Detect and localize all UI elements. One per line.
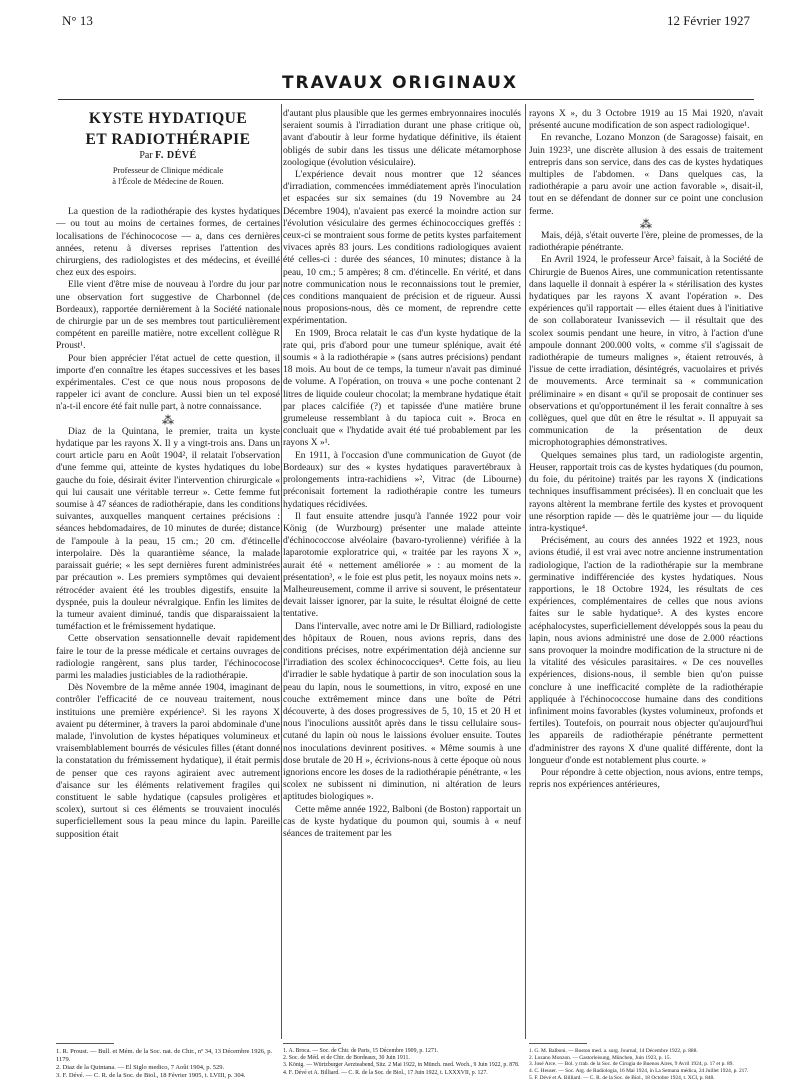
article-title-line1: KYSTE HYDATIQUE [88,110,248,127]
author-byline [56,150,280,162]
paragraph: Précisément, au cours des années 1922 et 1923, nous avions étudié, il est vrai avec notre ancienne instrumentation radiologique, l'action de la radiothérapie sur la membrane germinative indifférenciée des kystes hydatiques. Nous rapportions, le 18 Octobre 1924, les résultats de ces expériences, complémentaires de celles que nous avions faites sur le sable hydatique⁵. A des kystes encore acéphalocystes, superficiellement développés sous la peau du lapin, nous avions administré une dose de 2.000 réactions sans provoquer la moindre modification de la structure ni de la vitalité des vésicules parasitaires. « De ces nouvelles expériences, disions-nous, il semble bien qu'on puisse conclure à une inefficacité complète de la radiothérapie appliquée à l'échinococcose humaine dans des conditions infiniment moins favorables (kystes volumineux, profonds et fertiles). Toutefois, on pourrait nous objecter qu'aujourd'hui les appareils de radiothérapie pénétrante permettent d'administrer des rayons X d'une qualité différente, dont la longueur d'onde est notablement plus courte. » [529,536,763,766]
footnote: 1. G. M. Balboni. — Boston med. a. surg. Journal, 14 Décembre 1922, p. 888. [529,1048,698,1054]
paragraph: Pour bien apprécier l'état actuel de cette question, il importe d'en connaître les étapes successives et les bases expérimentales. C'est ce que nous nous proposons de rappeler ici avant de conclure. Aussi bien un tel exposé n'a-t-il encore été fait nulle part, à notre connaissance. [56,353,280,413]
footnote: 2. Lozano Monzon. — Gastorleisung, München, Juin 1923, p. 15. [529,1054,671,1061]
issue-date: 12 Février 1927 [666,13,750,28]
paragraph: En 1909, Broca relatait le cas d'un kyste hydatique de la rate qui, pris d'abord pour une tumeur splénique, avait été soumis « à la radiothérapie » (sans autres précisions) pendant 18 mois. Au bout de ce temps, la tumeur n'avait pas diminué de volume. A l'opération, on trouva « une poche contenant 2 litres de liquide couleur chocolat; la membrane hydatique était par places calcifiée (?) et tapissée d'une matière brune grumeleuse ressemblant à du tapioca cuit ». Broca en concluait que « l'hydatide avait été tué probablement par les rayons X »¹. [283,328,521,449]
paragraph: La question de la radiothérapie des kystes hydatiques — ou tout au moins de certaines formes, de certaines localisations de l'échinococose — a, dans ces dernières années, retenu à diverses reprises l'attention des chirurgiens, des radiologistes et des médecins, et éveillé chez eux des espoirs. [56,207,280,279]
paragraph: Cette observation sensationnelle devait rapidement faire le tour de la presse médicale et certains ouvrages de radiologie rangèrent, sans plus tarder, l'échinococose parmi les maladies justiciables de la radiothérapie. [56,634,280,681]
footnote-rule [529,1043,587,1044]
column-divider [525,104,526,1039]
paragraph: Quelques semaines plus tard, un radiologiste argentin, Heuser, rapportait trois cas de kystes hydatiques (du poumon, du foie, du péritoine) traités par les rayons X (indications techniques insuffisamment précisées). Il en concluait que les rayons altèrent la membrane fertile des kystes et provoquent une résorption rapide — dès le quatrième jour — du liquide intra-kystique⁴. [529,450,763,534]
paragraph: En revanche, Lozano Monzon (de Saragosse) faisait, en Juin 1923², une discrète allusion à des essais de traitement entrepris dans son service, dans des cas de kystes hydatiques multiples de l'abdomen. « Dans quelques cas, la radiothérapie a paru avoir une action favorable », disait-il, tout en se défendant de donner sur ce point une conclusion ferme. [529,133,763,217]
asterism: ⁂ [162,412,174,427]
column-2 [283,108,521,840]
footnote-rule [283,1043,341,1044]
footnote: 3. F. Dévé. — C. R. de la Soc. de Biol., 18 Février 1905, t. LVIII, p. 304. [56,1072,246,1080]
affiliation-line1: Professeur de Clinique médicale [112,165,224,176]
paragraph: rayons X », du 3 Octobre 1919 au 15 Mai 1920, n'avait présenté aucune modification de son aspect radiologique¹. [529,109,763,132]
footnote: 5. F. Dévé et A. Billiard. — C. R. de la Soc. de Biol., 18 Octobre 1924, t. XCI, p. 848. [529,1074,715,1081]
article-title-line2: ET RADIOTHÉRAPIE [85,131,251,148]
footnote: 2. Diaz de la Quintana. — El Siglo medico, 7 Août 1904, p. 529. [56,1064,225,1072]
paragraph: Pour répondre à cette objection, nous avions, entre temps, repris nos expériences antérieures, [529,767,763,791]
paragraph: En Avril 1924, le professeur Arce³ faisait, à la Société de Chirurgie de Buenos Aires, une communication retentissante dans laquelle il donnait à espérer la « stérilisation des kystes hydatiques par les rayons X avant l'opération ». Des expériences qu'il rapportait — elles étaient dues à l'initiative de son collaborateur Ivanissevich — il résultait que des scolex soumis pendant une heure, in vitro, à l'action d'une ampoule donnant 200.000 volts, « comme s'il s'agissait de radiothérapie de tumeurs malignes », étaient retrouvés, à l'issue de cette irradiation, désintégrés, vacuolaires et privés de mouvements. Arce terminait sa « communication préliminaire » en disant « qu'il se proposait de continuer ses observations et qu'opportunément il les ferait connaître à ses collègues, quel que dût en être le résultat ». Il appuyait sa communication de la présentation de deux microphotographies démonstratives. [529,255,763,449]
footnote: 4. F. Dévé et A. Billiard. — C. R. de la Soc. de Biol., 17 Juin 1922, t. LXXXVII, p. 127. [283,1069,488,1076]
footnote-rule [56,1043,114,1044]
footnote: 1. R. Proust. — Bull. et Mém. de la Soc. nat. de Chir., nº 34, 13 Décembre 1926, p. 1179. [56,1048,273,1064]
paragraph: Diaz de la Quintana, le premier, traita un kyste hydatique par les rayons X. Il y a vingt-trois ans. Dans un court article paru en Août 1904², il relatait l'observation d'une femme qui, atteinte de kystes hydatiques du lobe gauche du foie, désirait éviter l'intervention chirurgicale « qui lui causait une véritable terreur ». Cette femme fut soumise à 47 séances de radiothérapie, dans les conditions suivantes, auxquelles manquent certaines précisions : séances hebdomadaires, de 10 minutes de durée; distance de l'ampoule à la peau, 15 cm.; 20 cm. d'étincelle interpolaire. Dès la quarantième séance, la malade paraissait guérie; « les sept dernières furent administrées par précaution ». Les premiers symptômes qui devaient rétrocéder avaient été les troubles digestifs, ensuite la dyspnée, puis la douleur névralgique. Enfin les limites de la tumeur avaient diminué, tandis que disparaissaient la tuméfaction et le frémissement hydatique. [56,426,280,633]
footnotes-column-3 [529,1048,763,1082]
footnote: 3. José Arce. — Bol. y trab. de la Soc. de Cirugia de Buenos Aires, 9 Avril 1924, p. 17 et p. 89. [529,1061,734,1068]
column-3 [529,108,763,791]
author-affiliation [56,165,280,186]
author-name: F. DÉVÉ [155,150,197,161]
paragraph: d'autant plus plausible que les germes embryonnaires inoculés seraient soumis à l'irradiation durant une phase critique où, avant d'aboutir à leur forme hydatique définitive, ils étaient obligés de subir dans les tissus une délicate métamorphose zoologique (évolution vésiculaire). [283,109,521,168]
paragraph: Mais, déjà, s'était ouverte l'ère, pleine de promesses, de la radiothérapie pénétrante. [529,231,763,254]
article-title [56,108,280,150]
footnote: 4. C. Heuser. — Soc. Arg. de Radiologia, 16 Mai 1924, in La Semana médica, 24 Juillet 1924, p. 217. [529,1068,749,1075]
issue-number: N° 13 [62,13,93,28]
asterism: ⁂ [640,216,652,231]
paragraph: Dès Novembre de la même année 1904, imaginant de contrôler l'efficacité de ce nouveau traitement, nous instituions une première expérience³. Si les rayons X avaient pu déterminer, à travers la paroi abdominale d'une malade, l'involution de kystes hépatiques volumineux et vraisemblablement bourrés de vésicules filles (étant donné la constatation du frémissement hydatique), il était permis de penser que ces rayons agiraient avec autrement d'aisance sur les éléments relativement fragiles qui constituent le sable hydatique (capsules proligères et scolex), surtout si ces éléments se trouvaient inoculés superficiellement sous la peau mince du lapin. Pareille supposition était [56,683,280,840]
footnote: 3. König. — Würtzburger Aerzteabend, Sitz. 2 Mai 1922, in Münch. med. Woch., 9 Juin 1922, p. 878. [283,1062,520,1069]
author-prefix: Par [139,150,156,161]
paragraph: En 1911, à l'occasion d'une communication de Guyot (de Bordeaux) sur des « kystes hydatiques paravertébraux à prolongements intra-rachidiens »², Vitrac (de Libourne) préconisait fortement la radiothérapie contre les tumeurs hydatiques récidivées. [283,450,521,510]
paragraph: Elle vient d'être mise de nouveau à l'ordre du jour par une observation fort suggestive de Charbonnel (de Bordeaux), rapportée dernièrement à la Société nationale de chirurgie par un de ses membres tout particulièrement compétent en pareille matière, notre excellent collègue R Proust¹. [56,280,280,352]
footnote: 2. Soc. de Méd. et de Chir. de Bordeaux, 30 Juin 1911. [283,1055,410,1062]
paragraph: L'expérience devait nous montrer que 12 séances d'irradiation, commencées immédiatement après l'inoculation et espacées sur six semaines (du 19 Novembre au 24 Décembre 1904), n'avaient pas exercé la moindre action sur l'évolution vésiculaire des germes échinococciques greffés : ceux-ci se montraient sous forme de petits kystes parfaitement vivaces après 83 jours. Les conditions radiologiques avaient été celles-ci : durée des séances, 10 minutes; distance à la peau, 10 cm.; 5 ampères; 8 cm. d'étincelle. En vérité, et dans notre communication nous le reconnaissions tout le premier, ces conditions manquaient de précision et de rigueur. Aussi nous proposions-nous, dès ce moment, de reprendre cette expérimentation. [283,170,521,327]
footnote: 1. A. Broca. — Soc. de Chir. de Paris, 15 Décembre 1909, p. 1271. [283,1048,439,1054]
column-1 [56,108,280,841]
footnotes-column-2 [283,1048,521,1077]
section-title: TRAVAUX ORIGINAUX [281,73,519,93]
column-divider [281,104,282,1039]
footnotes-column-1 [56,1048,280,1080]
affiliation-line2: à l'École de Médecine de Rouen. [112,175,224,186]
paragraph: Il faut ensuite attendre jusqu'à l'année 1922 pour voir König (de Wurzbourg) présenter une malade atteinte d'échinococcose alvéolaire (bavaro-tyrolienne) vérifiée à la laparotomie exploratrice qui, « traitée par les rayons X », aurait été « nettement améliorée » : au moment de la présentation³, « le foie est plus petit, les noyaux moins nets ». Malheureusement, comme il arrive si souvent, le présentateur devait laisser ignorer, par la suite, le résultat éloigné de cette tentative. [283,511,521,620]
paragraph: Cette même année 1922, Balboni (de Boston) rapportait un cas de kyste hydatique du poumon qui, soumis à « neuf séances de traitement par les [283,804,521,839]
paragraph: Dans l'intervalle, avec notre ami le Dr Billiard, radiologiste des hôpitaux de Rouen, nous avions repris, dans des conditions précises, notre expérimentation déjà ancienne sur l'irradiation des scolex échinococciques⁴. Cette fois, au lieu d'irradier le sable hydatique à partir de son inoculation sous la peau du lapin, nous le soumettions, in vitro, exposé en une couche extrêmement mince dans une boîte de Pétri découverte, à des doses progressives de 5, 10, 15 et 20 H et nous l'inoculions aussitôt après dans le tissu cellulaire sous-cutané du lapin où nous le laissions évoluer ensuite. Toutes nos inoculations devinrent positives. « Même soumis à une dose brutale de 20 H », écrivions-nous à cette époque où nous ignorions encore les doses de la radiothérapie pénétrante, « les scolex ne subissent ni diminution, ni altération de leurs aptitudes biologiques ». [283,621,521,803]
header-rule [58,99,754,100]
